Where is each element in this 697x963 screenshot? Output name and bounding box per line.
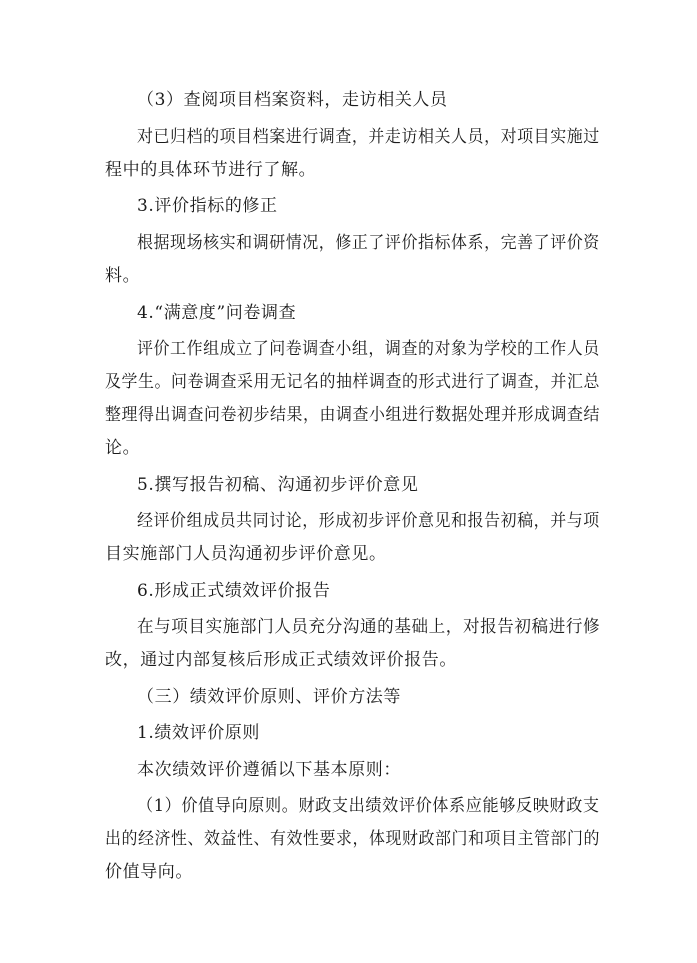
subheading-3-archive-review: （3）查阅项目档案资料，走访相关人员 [137,90,448,110]
paragraph-line: 及学生。问卷调查采用无记名的抽样调查的形式进行了调查，并汇总 [105,372,600,392]
section-heading-6: 6.形成正式绩效评价报告 [137,581,331,601]
paragraph-line: 料。 [105,266,141,286]
paragraph-line: 出的经济性、效益性、有效性要求，体现财政部门和项目主管部门的 [105,829,600,849]
section-heading-3: 3.评价指标的修正 [137,196,278,216]
paragraph-line: 价值导向。 [105,862,193,882]
paragraph-line: 目实施部门人员沟通初步评价意见。 [105,544,387,564]
paragraph-line: 根据现场核实和调研情况，修正了评价指标体系，完善了评价资 [137,233,600,253]
paragraph-line: 整理得出调查问卷初步结果，由调查小组进行数据处理并形成调查结 [105,405,600,425]
paragraph-line: 对已归档的项目档案进行调查，并走访相关人员，对项目实施过 [137,127,600,147]
paragraph-line: 本次绩效评价遵循以下基本原则： [137,760,401,780]
section-heading-1: 1.绩效评价原则 [137,723,261,743]
paragraph-line: 论。 [105,438,141,458]
chapter-heading-three: （三）绩效评价原则、评价方法等 [137,687,401,707]
paragraph-line: 评价工作组成立了问卷调查小组，调查的对象为学校的工作人员 [137,339,600,359]
paragraph-line: 程中的具体环节进行了解。 [105,160,317,180]
paragraph-line: 经评价组成员共同讨论，形成初步评价意见和报告初稿，并与项 [137,511,600,531]
paragraph-line: 在与项目实施部门人员充分沟通的基础上，对报告初稿进行修 [137,617,601,637]
section-heading-5: 5.撰写报告初稿、沟通初步评价意见 [137,475,419,495]
section-heading-4: 4.“满意度”问卷调查 [137,303,297,323]
paragraph-line: （1）价值导向原则。财政支出绩效评价体系应能够反映财政支 [137,796,600,816]
paragraph-line: 改，通过内部复核后形成正式绩效评价报告。 [105,650,457,670]
